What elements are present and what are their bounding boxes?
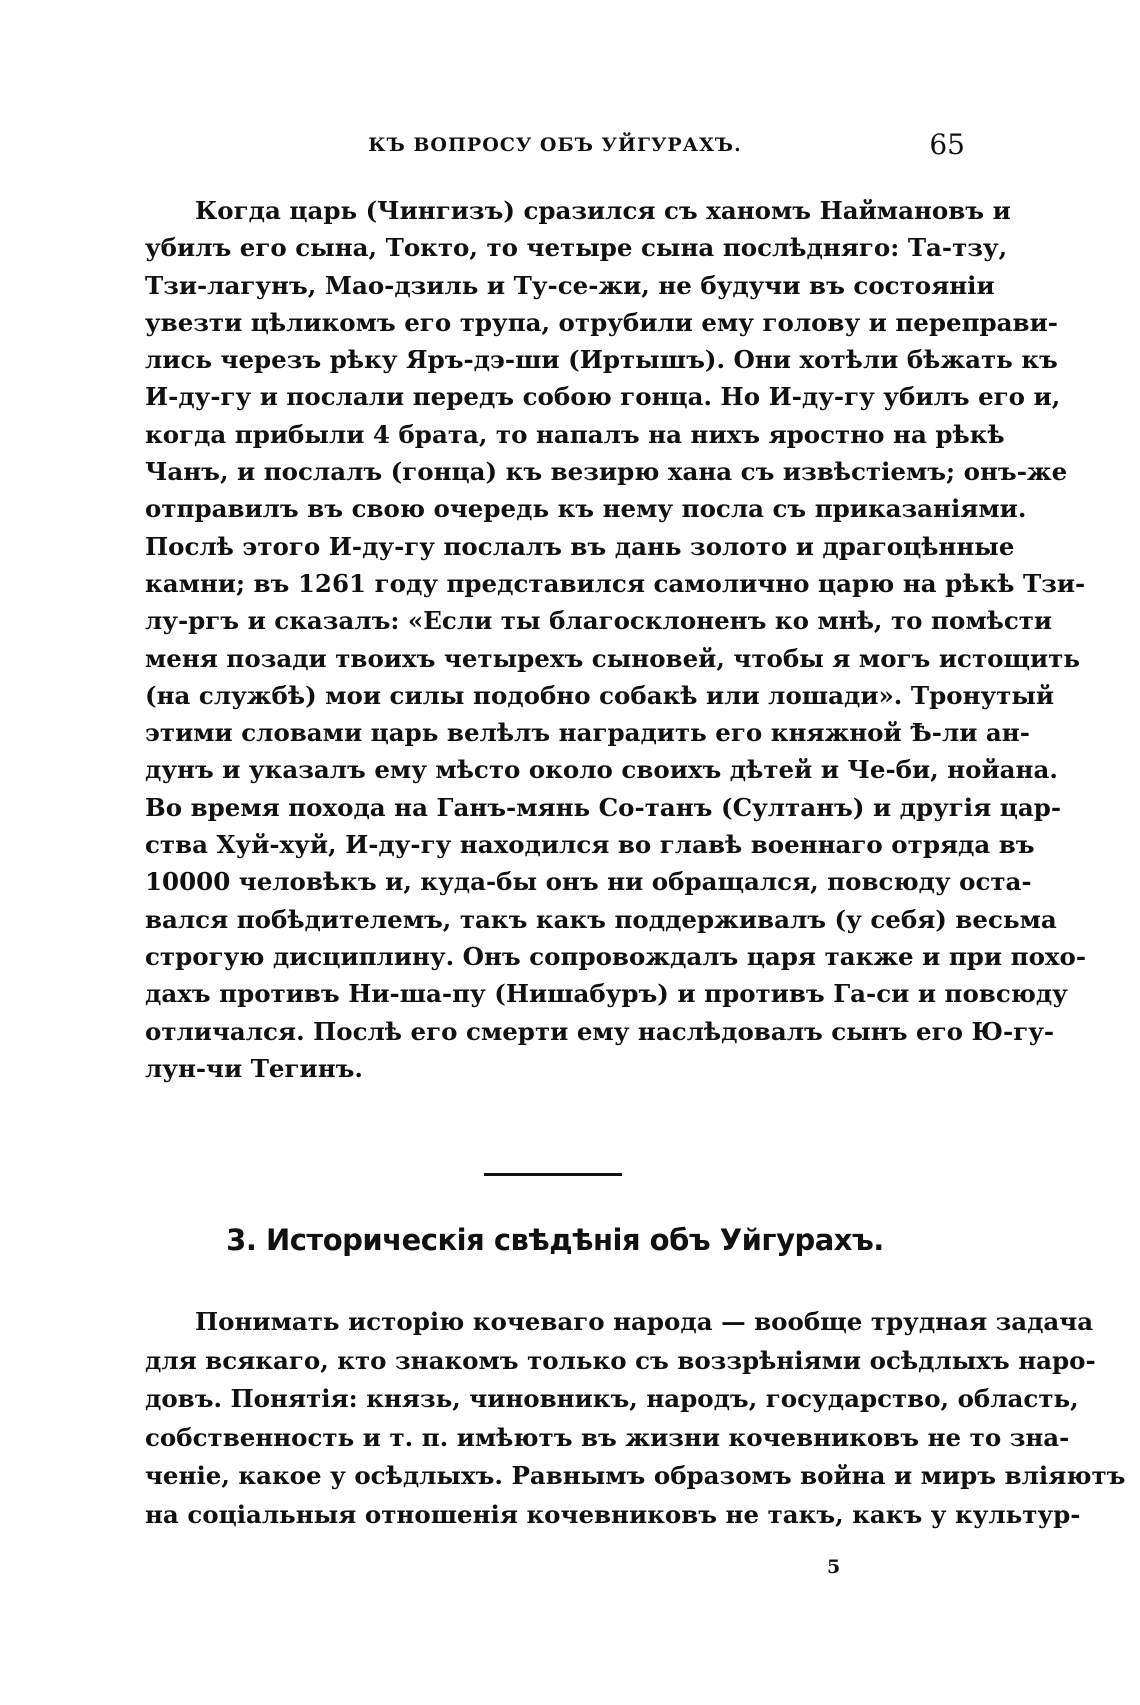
text-line: (на службѣ) мои силы подобно собакѣ или лошади». Тронутый [145, 680, 1055, 710]
signature-mark: 5 [827, 1556, 841, 1578]
text-line: довъ. Понятія: князь, чиновникъ, народъ, государство, область, [145, 1384, 1079, 1414]
text-line: И-ду-гу и послали передъ собою гонца. Но И-ду-гу убилъ его и, [145, 382, 1061, 412]
text-line: лун-чи Тегинъ. [145, 1053, 363, 1083]
text-line: строгую дисциплину. Онъ сопровождалъ царя также и при похо- [145, 941, 1087, 971]
text-line: Тзи-лагунъ, Мао-дзиль и Ту-се-жи, не будучи въ состояніи [145, 270, 995, 300]
paragraph-1 [145, 192, 1087, 1087]
text-line: на соціальныя отношенія кочевниковъ не такъ, какъ у культур- [145, 1499, 1081, 1529]
section-divider [484, 1173, 622, 1176]
text-line: Во время похода на Ганъ-мянь Со-танъ (Султанъ) и другія цар- [145, 792, 1062, 822]
text-line: лу-ргъ и сказалъ: «Если ты благосклоненъ ко мнѣ, то помѣсти [145, 606, 1053, 636]
text-line: отличался. Послѣ его смерти ему наслѣдовалъ сынъ его Ю-гу- [145, 1016, 1055, 1046]
text-line: 10000 человѣкъ и, куда-бы онъ ни обращался, повсюду оста- [145, 867, 1032, 897]
text-line: меня позади твоихъ четырехъ сыновей, чтобы я могъ истощить [145, 643, 1080, 673]
text-line: вался побѣдителемъ, такъ какъ поддерживалъ (у себя) весьма [145, 904, 1057, 934]
text-line: Чанъ, и послалъ (гонца) къ везирю хана съ извѣстіемъ; онъ-же [145, 457, 1068, 487]
text-line: увезти цѣликомъ его трупа, отрубили ему голову и переправи- [145, 307, 1058, 337]
text-line: убилъ его сына, Токто, то четыре сына послѣдняго: Та-тзу, [145, 233, 1008, 263]
running-title: КЪ ВОПРОСУ ОБЪ УЙГУРАХЪ. [368, 134, 742, 156]
text-line: ства Хуй-хуй, И-ду-гу находился во главѣ военнаго отряда въ [145, 830, 1035, 860]
text-line: когда прибыли 4 брата, то напалъ на нихъ яростно на рѣкѣ [145, 419, 1005, 449]
text-line: этими словами царь велѣлъ наградить его княжной Ѣ-ли ан- [145, 718, 1030, 748]
text-line: дунъ и указалъ ему мѣсто около своихъ дѣтей и Че-би, нойана. [145, 755, 1058, 785]
text-line: Когда царь (Чингизъ) сразился съ ханомъ Наймановъ и [195, 196, 1011, 225]
text-line: Понимать исторію кочеваго народа — вообще трудная задача [195, 1307, 1094, 1336]
page-number: 65 [929, 128, 965, 161]
text-line: отправилъ въ свою очередь къ нему посла съ приказаніями. [145, 494, 1027, 524]
running-head [145, 128, 965, 168]
text-line: лись черезъ рѣку Яръ-дэ-ши (Иртышъ). Они хотѣли бѣжать къ [145, 345, 1058, 375]
text-line: для всякаго, кто знакомъ только съ воззрѣніями осѣдлыхъ наро- [145, 1345, 1096, 1375]
paragraph-2 [145, 1303, 1126, 1535]
section-heading: 3. Историческія свѣдѣнія объ Уйгурахъ. [226, 1223, 884, 1257]
text-line: ченіе, какое у осѣдлыхъ. Равнымъ образомъ война и миръ вліяютъ [145, 1461, 1126, 1491]
text-line: собственность и т. п. имѣютъ въ жизни кочевниковъ не то зна- [145, 1422, 1070, 1452]
text-line: дахъ противъ Ни-ша-пу (Нишабуръ) и противъ Га-си и повсюду [145, 979, 1068, 1009]
text-line: камни; въ 1261 году представился самолично царю на рѣкѣ Тзи- [145, 568, 1086, 598]
text-line: Послѣ этого И-ду-гу послалъ въ дань золото и драгоцѣнные [145, 531, 1015, 561]
